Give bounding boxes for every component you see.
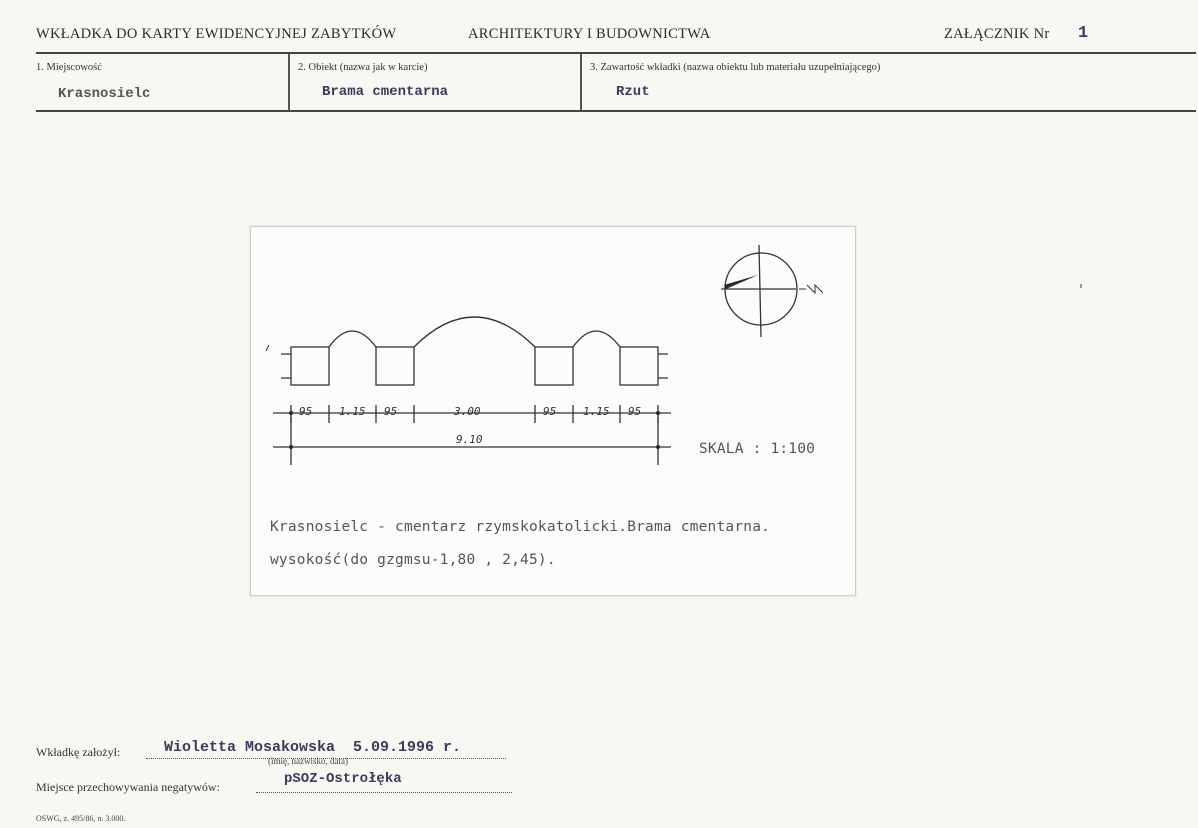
- dimension-label: 95: [628, 405, 642, 418]
- field-divider: [580, 54, 582, 110]
- field-value-location: Krasnosielc: [58, 86, 151, 102]
- form-subtitle: ARCHITEKTURY I BUDOWNICTWA: [468, 26, 711, 42]
- dimension-label: 95: [299, 405, 313, 418]
- field-value-content: Rzut: [616, 84, 650, 100]
- field-value-object: Brama cmentarna: [322, 84, 449, 100]
- paper-mark: [1080, 284, 1082, 288]
- header-rule: [36, 52, 1196, 54]
- caption-line-1: Krasnosielc - cmentarz rzymskokatolicki.Brama cmentarna.: [270, 519, 771, 535]
- field-rule: [36, 110, 1196, 112]
- founder-value: Wioletta Mosakowska 5.09.1996 r.: [164, 739, 462, 756]
- storage-dotted-line: [256, 792, 512, 793]
- storage-value: pSOZ-Ostrołęka: [284, 771, 402, 787]
- field-label-content: 3. Zawartość wkładki (nazwa obiektu lub materiału uzupełniającego): [590, 62, 881, 73]
- dimension-label: 95: [384, 405, 398, 418]
- floor-plan-photo: [250, 226, 856, 596]
- caption-line-2: wysokość(do gzgmsu-1,80 , 2,45).: [270, 552, 556, 568]
- field-divider: [288, 54, 290, 110]
- floor-plan-drawing: [251, 227, 855, 595]
- total-dimension-label: 9.10: [456, 433, 483, 446]
- field-label-object: 2. Obiekt (nazwa jak w karcie): [298, 62, 428, 73]
- dimension-label: 95: [543, 405, 557, 418]
- field-label-location: 1. Miejscowość: [36, 62, 102, 73]
- founder-label: Wkładkę założył:: [36, 745, 121, 759]
- form-title: WKŁADKA DO KARTY EWIDENCYJNEJ ZABYTKÓW: [36, 26, 397, 42]
- dimension-label: 3.00: [454, 405, 481, 418]
- north-label: N: [813, 292, 819, 302]
- dimension-label: 1.15: [583, 405, 610, 418]
- dimension-label: 1.15: [339, 405, 366, 418]
- annex-label: ZAŁĄCZNIK Nr: [944, 26, 1050, 42]
- annex-number: 1: [1078, 24, 1089, 43]
- storage-label: Miejsce przechowywania negatywów:: [36, 780, 220, 794]
- founder-hint: (imię, nazwisko, data): [268, 756, 348, 766]
- scale-label: SKALA : 1:100: [699, 441, 816, 457]
- print-note: OSWG, z. 495/86, n. 3.000.: [36, 814, 126, 823]
